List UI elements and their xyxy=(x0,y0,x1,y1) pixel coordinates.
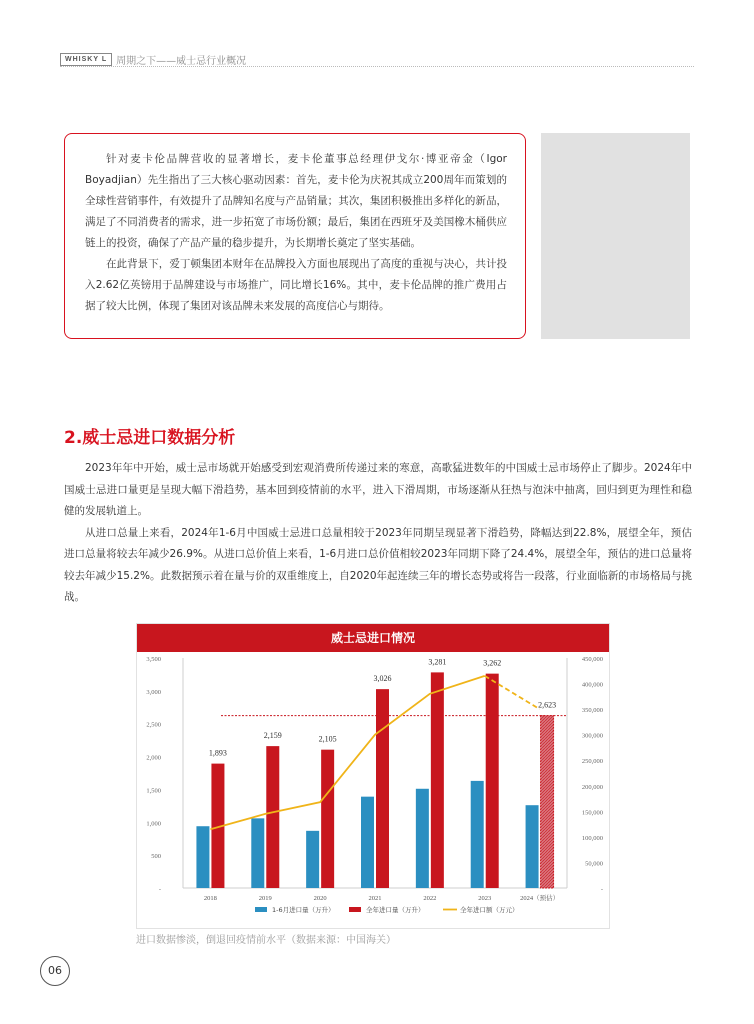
y-right-tick-label: - xyxy=(600,886,603,893)
x-tick-label: 2021 xyxy=(368,895,382,902)
header-badge: WHISKY L xyxy=(60,53,112,66)
quote-box xyxy=(64,133,526,339)
body-paragraph: 2023年年中开始，威士忌市场就开始感受到宏观消费所传递过来的寒意，高歌猛进数年的中国威士忌市场停止了脚步。2024年中国威士忌进口量更是呈现大幅下滑趋势，基本回到疫情前的水平，进入下滑周期，市场逐渐从狂热与泡沫中抽离，回归到更为理性和稳健的发展轨道上。 xyxy=(64,462,692,517)
bar-annual-import xyxy=(541,716,554,888)
bar-h1-import xyxy=(361,797,374,888)
chart-plot xyxy=(137,652,609,928)
bar-h1-import xyxy=(526,805,539,888)
page-header xyxy=(60,52,246,67)
quote-paragraph: 在此背景下，爱丁顿集团本财年在品牌投入方面也展现出了高度的重视与决心，共计投入2.62亿英镑用于品牌建设与市场推广，同比增长16%。其中，麦卡伦品牌的推广费用占据了较大比例，体现了集团对该品牌未来发展的高度信心与期待。 xyxy=(85,258,507,312)
y-left-tick-label: - xyxy=(158,886,161,893)
x-tick-label: 2020 xyxy=(313,895,327,902)
legend-label: 全年进口额（万元） xyxy=(460,906,519,914)
page-number: 06 xyxy=(40,956,70,986)
y-right-tick-label: 200,000 xyxy=(581,783,603,791)
bar-data-label: 3,262 xyxy=(483,658,502,668)
legend-label: 全年进口量（万升） xyxy=(366,906,425,914)
body-paragraph: 从进口总量上来看，2024年1-6月中国威士忌进口总量相较于2023年同期呈现显著下滑趋势，降幅达到22.8%，展望全年，预估进口总量将较去年减少26.9%。从进口总价值上来看，1-6月进口总价值相较2023年同期下降了24.4%，展望全年，预估的进口总量将较去年减少15.2%。此数据预示着在量与价的双重维度上，自2020年起连续三年的增长态势或将告一段落，行业面临新的市场格局与挑战。 xyxy=(64,526,692,603)
y-right-tick-label: 150,000 xyxy=(581,809,603,817)
bar-data-label: 2,159 xyxy=(263,731,282,741)
bar-data-label: 1,893 xyxy=(208,748,227,758)
section-title: 2.威士忌进口数据分析 xyxy=(64,428,236,448)
x-tick-label: 2024（预估） xyxy=(520,895,560,902)
y-right-tick-label: 350,000 xyxy=(581,707,603,715)
chart-title: 威士忌进口情况 xyxy=(137,624,609,652)
bar-h1-import xyxy=(471,781,484,888)
bar-data-label: 2,105 xyxy=(318,734,337,744)
y-right-tick-label: 50,000 xyxy=(585,860,603,868)
legend-swatch xyxy=(255,907,267,912)
y-right-tick-label: 250,000 xyxy=(581,758,603,766)
bar-h1-import xyxy=(196,826,209,888)
header-divider xyxy=(60,66,694,67)
y-right-tick-label: 400,000 xyxy=(581,681,603,689)
bar-data-label: 3,281 xyxy=(428,657,447,667)
y-right-tick-label: 450,000 xyxy=(581,656,603,663)
x-tick-label: 2022 xyxy=(423,895,437,902)
quote-paragraph: 针对麦卡伦品牌营收的显著增长，麦卡伦董事总经理伊戈尔·博亚帝金（Igor Boyadjian）先生指出了三大核心驱动因素：首先，麦卡伦为庆祝其成立200周年而策划的全球性营销事件，有效提升了品牌知名度与产品销量；其次，集团积极推出多样化的新品，满足了不同消费者的需求，进一步拓宽了市场份额；最后，集团在西班牙及美国橡木桶供应链上的投资，确保了产品产量的稳步提升，为长期增长奠定了坚实基础。 xyxy=(85,153,518,249)
bar-annual-import xyxy=(431,672,444,888)
import-chart xyxy=(136,623,610,929)
y-left-tick-label: 1,000 xyxy=(146,820,161,828)
y-left-tick-label: 2,500 xyxy=(146,721,161,729)
bar-h1-import xyxy=(416,789,429,888)
bar-annual-import xyxy=(266,746,279,888)
y-left-tick-label: 1,500 xyxy=(146,787,161,795)
y-left-tick-label: 500 xyxy=(151,853,161,861)
bar-annual-import xyxy=(321,750,334,888)
bar-h1-import xyxy=(251,818,264,888)
bar-data-label: 3,026 xyxy=(373,674,392,684)
y-left-tick-label: 3,500 xyxy=(146,656,161,663)
bar-annual-import xyxy=(376,689,389,888)
bar-annual-import xyxy=(486,674,499,888)
bar-data-label: 2,623 xyxy=(538,700,557,710)
x-tick-label: 2019 xyxy=(258,895,272,902)
header-title: 周期之下——威士忌行业概况 xyxy=(116,56,247,67)
x-tick-label: 2018 xyxy=(203,895,217,902)
legend-swatch xyxy=(349,907,361,912)
chart-caption: 进口数据惨淡，倒退回疫情前水平（数据来源：中国海关） xyxy=(136,935,396,946)
legend-label: 1-6月进口量（万升） xyxy=(272,906,335,914)
bar-h1-import xyxy=(306,831,319,888)
y-right-tick-label: 100,000 xyxy=(581,834,603,842)
x-tick-label: 2023 xyxy=(478,895,492,902)
section-body xyxy=(64,458,692,609)
y-left-tick-label: 2,000 xyxy=(146,754,161,762)
y-right-tick-label: 300,000 xyxy=(581,732,603,740)
image-placeholder xyxy=(541,133,690,339)
y-left-tick-label: 3,000 xyxy=(146,688,161,696)
